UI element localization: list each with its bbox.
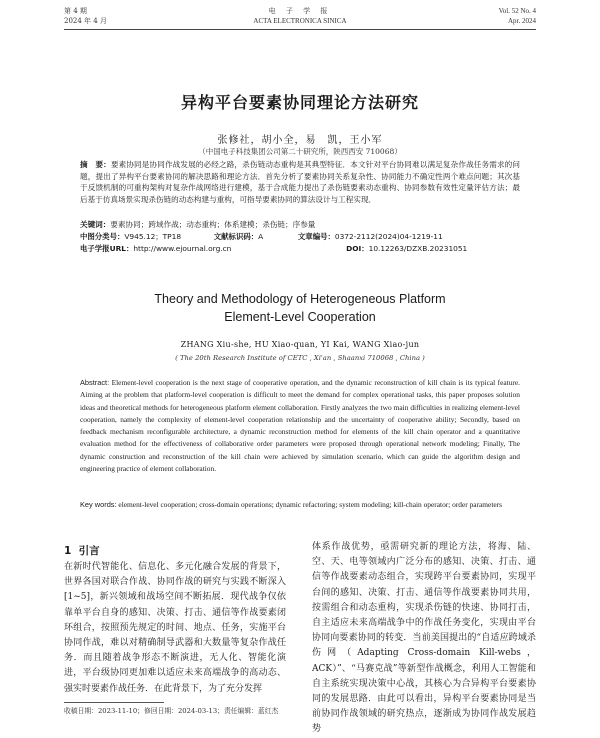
affiliation-en: ( The 20th Research Institute of CETC , Xi'an , Shaanxi 710068 , China ): [175, 354, 425, 362]
doi-link[interactable]: 10.12263/DZXB.20231051: [368, 244, 468, 253]
keywords-en-label: Key words:: [80, 500, 117, 509]
paper-title-en-line1: Theory and Methodology of Heterogeneous Platform: [154, 292, 446, 306]
doc-code-label: 文献标识码：: [213, 232, 259, 241]
footnote-rule: [64, 702, 164, 703]
body-column-right: 体系作战优势，亟需研究新的理论方法，将海、陆、空、天、电等领域内广泛分布的感知、决策、打击、通信等作战要素动态组合，实现跨平台要素协同，实现平台间的感知、决策、打击、通信等作战要素协同共用，按需组合和动态重构，实现杀伤链的快速、协同打击，自主适应未来高端战争中的作战任务变化，实现由平台协同向要素协同的转变．当前美国提出的“自适应跨域杀伤网（Adapting Cross-domain Kill-webs，ACK）”、“马赛克战”等新型作战概念，利用人工智能和自主系统实现决策中心战，其核心为合异构平台要素协同的发展思路．由此可以看出，异构平台要素协同是当前协同作战领域的研究热点，逐渐成为协同作战发展趋势: [312, 542, 536, 735]
classification-row: [80, 231, 520, 242]
section-1-number: 1: [64, 545, 72, 557]
received-date-footnote: 收稿日期：2023-11-10；修回日期：2024-03-13；责任编辑：蓝红杰: [64, 707, 279, 715]
keywords-cn-label: 关键词：: [80, 220, 111, 229]
doc-code-value: A: [258, 232, 264, 241]
section-1-heading: [64, 543, 100, 558]
section-1-title: 引言: [78, 545, 100, 557]
header-date-en: Apr. 2024: [508, 17, 536, 25]
header-date-cn: 2024 年 4 月: [64, 17, 107, 25]
clc-label: 中图分类号：: [80, 232, 125, 241]
keywords-en: [80, 499, 520, 511]
abstract-cn-label: 摘 要：: [80, 160, 111, 169]
article-number-value: 0372-2112(2024)04-1219-11: [334, 232, 443, 241]
abstract-en: [80, 377, 520, 475]
keywords-en-text: element-level cooperation; cross-domain operations; dynamic refactoring; system modeling; kill-chain operator; order parameters: [118, 500, 502, 509]
article-number-label: 文章编号：: [297, 232, 335, 241]
header-issue-cn: 第 4 期: [64, 7, 87, 15]
header-volume: Vol. 52 No. 4: [498, 7, 536, 15]
abstract-en-text: Element-level cooperation is the next stage of cooperative operation, and the dynamic reconstruction of kill chain is its typical feature. Aiming at the problem that platform-level cooperation is difficult to meet the demand for complex operational tasks, this paper proposes solution ideas and theoretical methods for heterogeneous platform element collaboration. Firstly analyzes the two main difficulties in realizing element-level cooperation, namely the complexity of element-level cooperation relationship and the uncertainty of cooperative ability; Secondly, based on feedback mechanism reconfigurable architecture, a dynamic reconstruction method for elements of the kill chain operator and a quantitative evaluation method for the effectiveness of collaborative order parameters were proposed through operational network modeling; Finally, The dynamic construction and reconstruction of the kill chain were achieved by simulation scenario, which can guide the algorithm design and engineering practice of element collaboration.: [80, 378, 520, 474]
authors-en: ZHANG Xiu-she, HU Xiao-quan, YI Kai, WANG Xiao-jun: [180, 340, 420, 349]
url-doi-row: [80, 243, 520, 254]
body-column-left: 在新时代智能化、信息化、多元化融合发展的背景下，世界各国对联合作战、协同作战的研究与实践不断深入[1~5]，新兴领域和战场空间不断拓展．现代战争仅依靠单平台自身的感知、决策、打击、通信等作战要素闭环组合，按照预先规定的时间、地点、任务，实施平台协同作战，难以对精确制导武器和大数量等复杂作战任务．而且随着战争形态不断演进，无人化、智能化演进，平台级协同更加难以适应未来高端战争的高动态、强实时要素作战任务．在此背景下，为了充分发挥: [64, 562, 286, 694]
authors-cn: 张修社，胡小全，易 凯，王小军: [217, 135, 383, 146]
affiliation-cn: （中国电子科技集团公司第二十研究所，陕西西安 710068）: [198, 147, 402, 156]
paper-title-en-line2: Element-Level Cooperation: [224, 310, 376, 324]
header-journal-cn: 电 子 学 报: [268, 7, 332, 15]
header-journal-en: ACTA ELECTRONICA SINICA: [253, 17, 347, 25]
keywords-cn-text: 要素协同；跨域作战；动态重构；体系建模；杀伤链；序参量: [110, 220, 316, 229]
paper-title-cn: 异构平台要素协同理论方法研究: [180, 93, 419, 112]
clc-value: V945.12；TP18: [124, 232, 182, 241]
doi-label: DOI：: [346, 244, 369, 253]
abstract-cn-text: 要素协同是协同作战发展的必经之路，杀伤链动态重构是其典型特征．本文针对平台协同难以满足复杂作战任务需求的问题，提出了异构平台要素协同的解决思路和理论方法．首先分析了要素协同关系复杂性、协同能力不确定性两个难点问题；其次基于反馈机制的可重构架构对复杂作战网络进行建模，基于合成能力提出了杀伤链要素动态重构、协同参数有效性定量评估方法；最后基于仿真场景实现杀伤链的动态构建与重构，可指导要素协同的算法设计与工程实现．: [80, 160, 520, 205]
keywords-cn: [80, 219, 520, 230]
header-rule: [64, 29, 536, 30]
url-label: 电子学报URL：: [80, 244, 134, 253]
paper-title-en: [0, 290, 600, 326]
journal-url-link[interactable]: http://www.ejournal.org.cn: [133, 244, 232, 253]
abstract-cn: [80, 159, 520, 206]
abstract-en-label: Abstract:: [80, 378, 110, 387]
